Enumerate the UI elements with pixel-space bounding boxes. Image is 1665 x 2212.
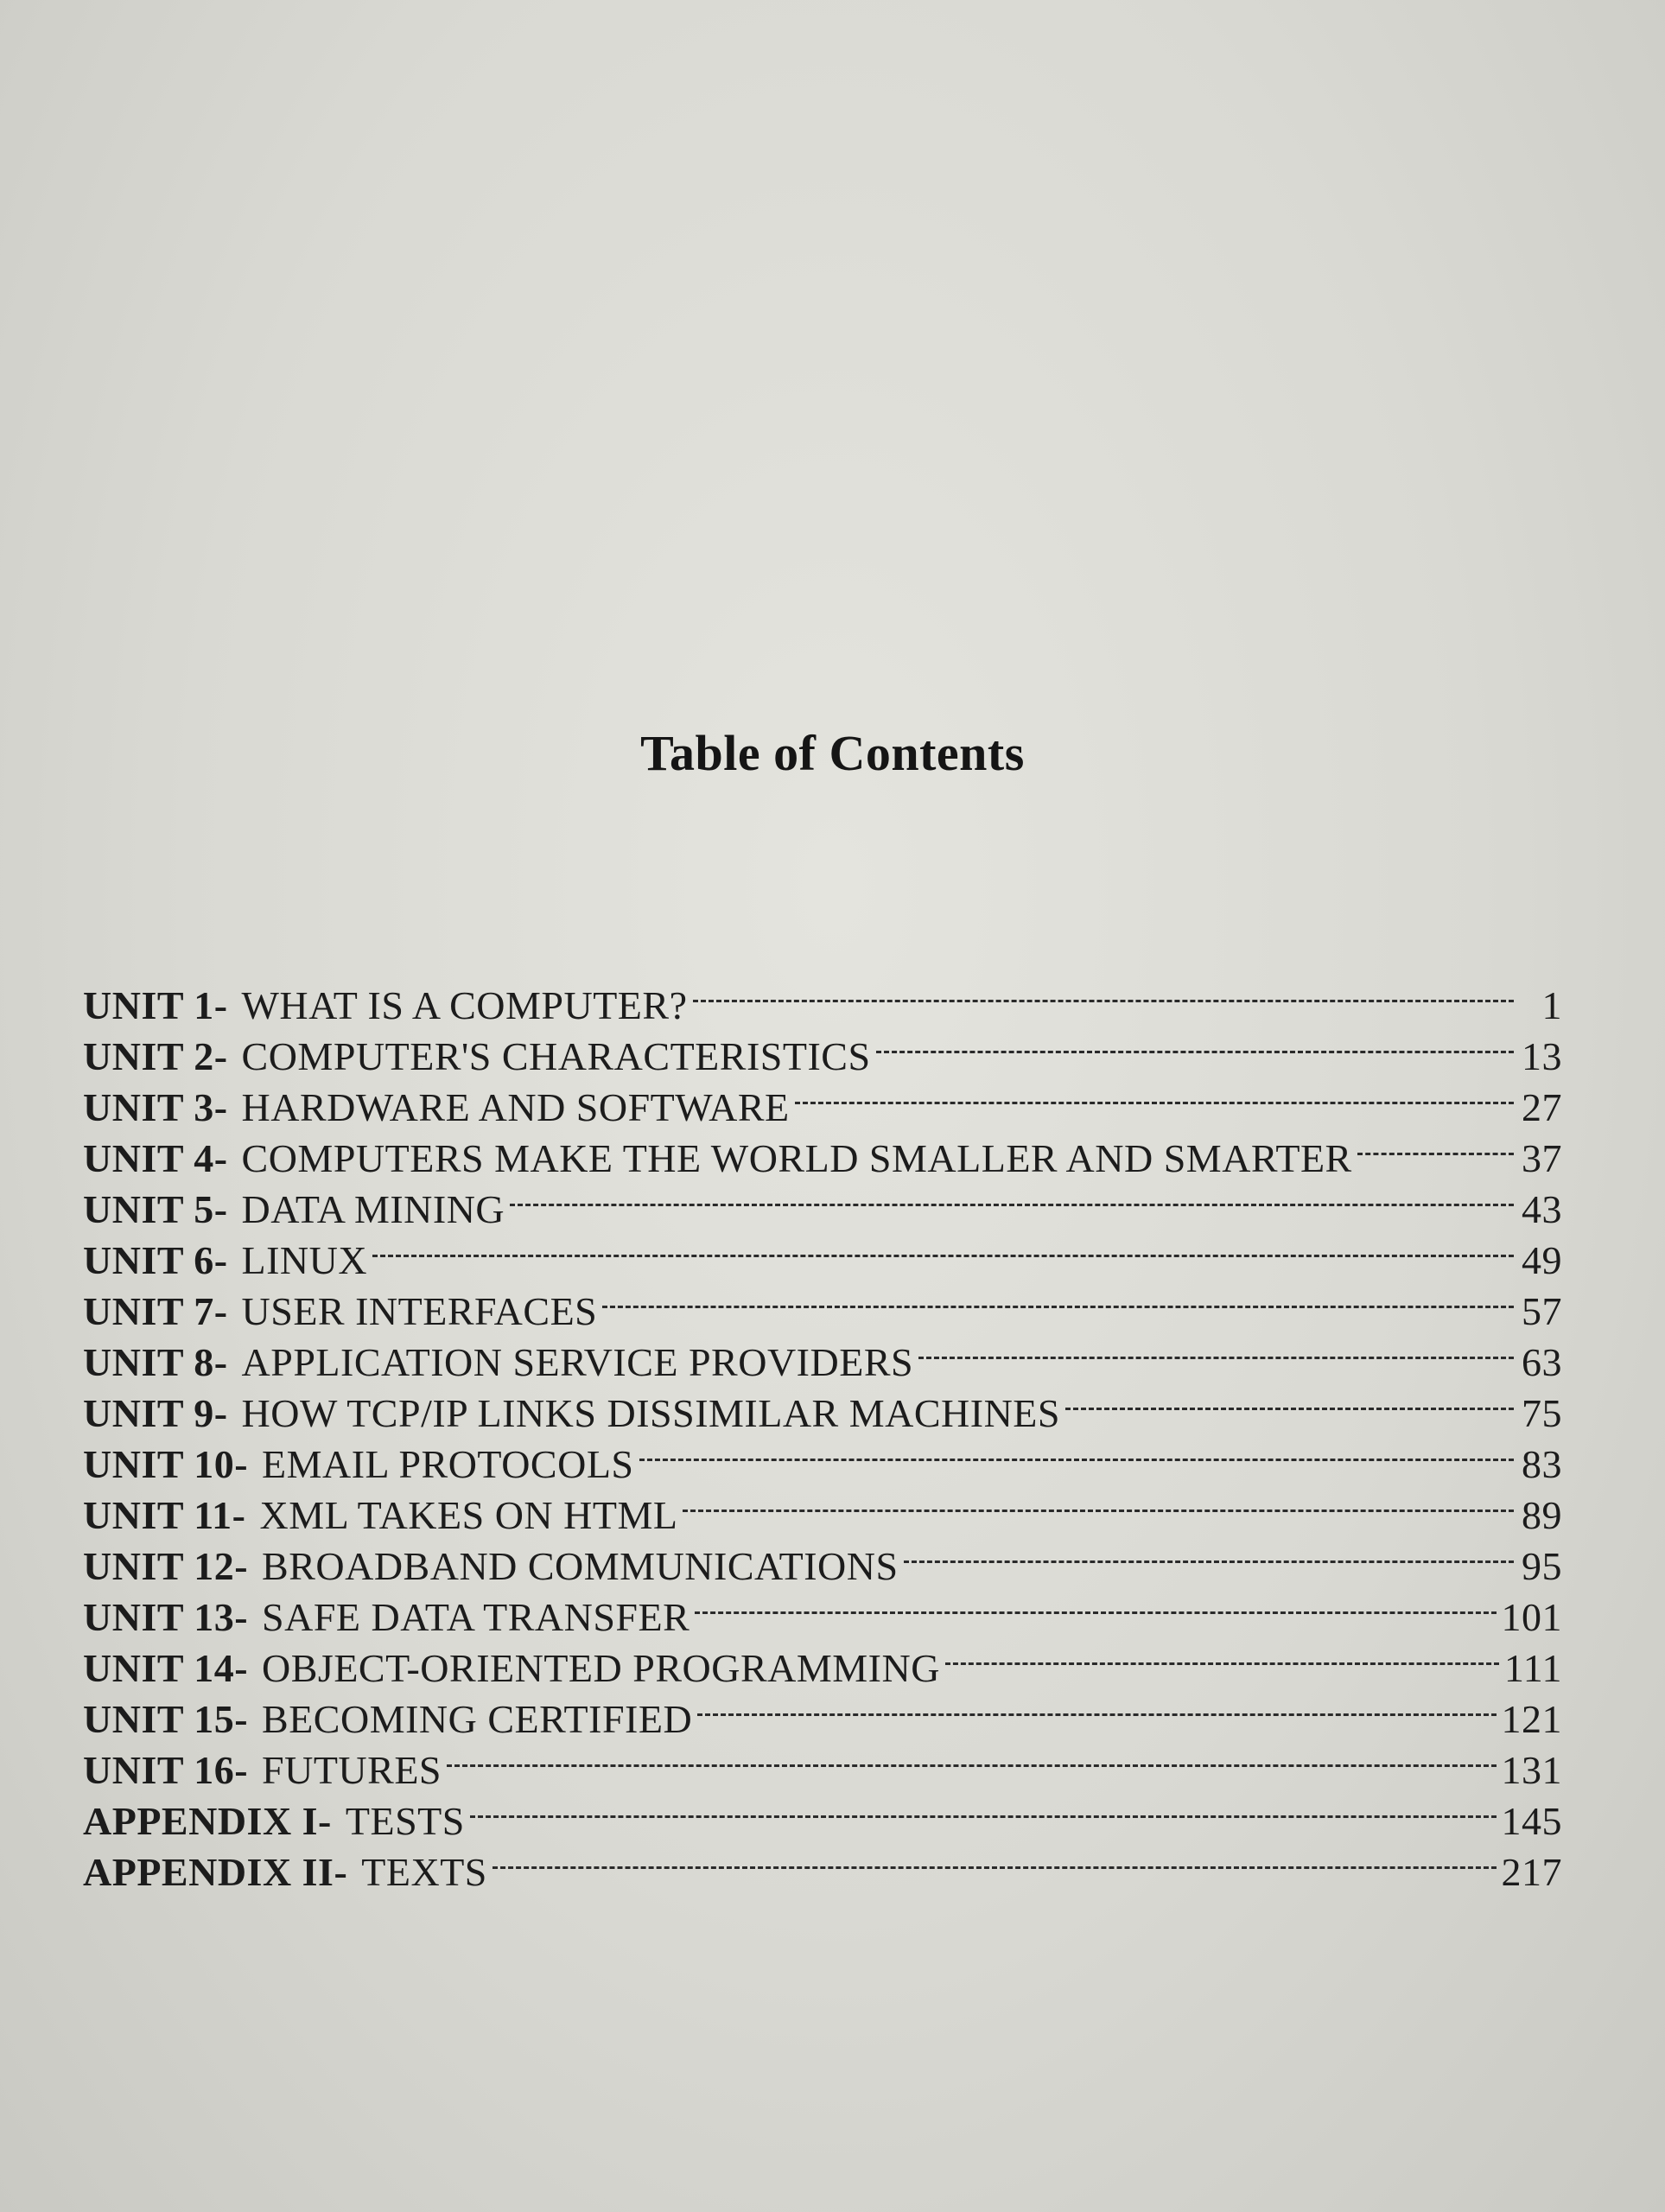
toc-entry-label: UNIT 5- [83,1187,228,1231]
toc-entry-label: UNIT 16- [83,1748,249,1792]
dot-leader [918,1325,1514,1376]
toc-entry-label: UNIT 10- [83,1442,249,1486]
toc-entry-page: 121 [1501,1697,1562,1741]
toc-entry-title: HOW TCP/IP LINKS DISSIMILAR MACHINES [241,1391,1060,1435]
toc-entry-page: 111 [1503,1646,1562,1690]
toc-entry-page: 13 [1522,1034,1562,1078]
toc-entry-label: APPENDIX II- [83,1850,348,1894]
toc-entry-label: UNIT 6- [83,1238,228,1282]
toc-entry-label: UNIT 15- [83,1697,249,1741]
dot-leader [639,1427,1515,1478]
toc-entry-label: UNIT 9- [83,1391,228,1435]
toc-entry-page: 49 [1522,1238,1562,1282]
toc-entry-label: UNIT 14- [83,1646,249,1690]
toc-entry [83,968,1562,1027]
toc-entry-title: HARDWARE AND SOFTWARE [241,1085,790,1129]
dot-leader [1357,1121,1514,1172]
toc-entry-title: COMPUTER'S CHARACTERISTICS [241,1034,871,1078]
toc-entry-page: 57 [1522,1289,1562,1333]
toc-entry-title: APPLICATION SERVICE PROVIDERS [241,1340,914,1384]
toc-entry-title: SAFE DATA TRANSFER [262,1595,690,1639]
toc-entry-page: 63 [1522,1340,1562,1384]
dot-leader [904,1529,1514,1580]
toc-entry-title: COMPUTERS MAKE THE WORLD SMALLER AND SMARTER [241,1136,1352,1180]
toc-entry-label: APPENDIX I- [83,1799,332,1843]
toc-entry-page: 1 [1541,983,1562,1027]
toc-entry-label: UNIT 12- [83,1544,249,1588]
dot-leader [683,1478,1514,1529]
dot-leader [470,1783,1497,1834]
toc-entry-title: EMAIL PROTOCOLS [262,1442,634,1486]
toc-entry-title: BECOMING CERTIFIED [262,1697,693,1741]
dot-leader [695,1580,1496,1630]
toc-entry-page: 131 [1501,1748,1562,1792]
toc-entry-label: UNIT 8- [83,1340,228,1384]
dot-leader [1065,1376,1514,1427]
toc-entry-page: 75 [1522,1391,1562,1435]
toc-entry-title: OBJECT-ORIENTED PROGRAMMING [262,1646,940,1690]
toc-entry-label: UNIT 1- [83,983,228,1027]
toc-entry-title: XML TAKES ON HTML [259,1493,678,1537]
toc-entry-label: UNIT 13- [83,1595,249,1639]
dot-leader [447,1732,1497,1783]
toc-entry-page: 101 [1501,1595,1562,1639]
toc-entry-title: TESTS [345,1799,465,1843]
dot-leader [493,1834,1497,1885]
toc-entry-title: WHAT IS A COMPUTER? [241,983,688,1027]
toc-entry-label: UNIT 2- [83,1034,228,1078]
dot-leader [697,1681,1496,1732]
toc-entry-page: 43 [1522,1187,1562,1231]
toc-entry-page: 217 [1501,1850,1562,1894]
toc-entry-page: 27 [1522,1085,1562,1129]
dot-leader [795,1070,1514,1121]
toc-entry-title: BROADBAND COMMUNICATIONS [262,1544,899,1588]
dot-leader [602,1274,1514,1325]
toc-entry-label: UNIT 3- [83,1085,228,1129]
toc-entry-label: UNIT 7- [83,1289,228,1333]
toc-entry-page: 83 [1522,1442,1562,1486]
dot-leader [945,1630,1499,1681]
toc-entry-label: UNIT 11- [83,1493,246,1537]
toc-entry-title: USER INTERFACES [241,1289,598,1333]
toc-entry-page: 89 [1522,1493,1562,1537]
dot-leader [372,1223,1514,1274]
toc-entry-title: LINUX [241,1238,368,1282]
dot-leader [693,968,1515,1019]
toc-entry-page: 95 [1522,1544,1562,1588]
toc-entry-page: 37 [1522,1136,1562,1180]
page-title: Table of Contents [640,725,1025,781]
toc-entry-label: UNIT 4- [83,1136,228,1180]
toc-entry-page: 145 [1501,1799,1562,1843]
dot-leader [510,1172,1514,1223]
toc-entry-title: DATA MINING [241,1187,505,1231]
toc-list [83,968,1562,1894]
toc-entry-title: FUTURES [262,1748,442,1792]
dot-leader [876,1019,1514,1070]
toc-entry-title: TEXTS [361,1850,487,1894]
